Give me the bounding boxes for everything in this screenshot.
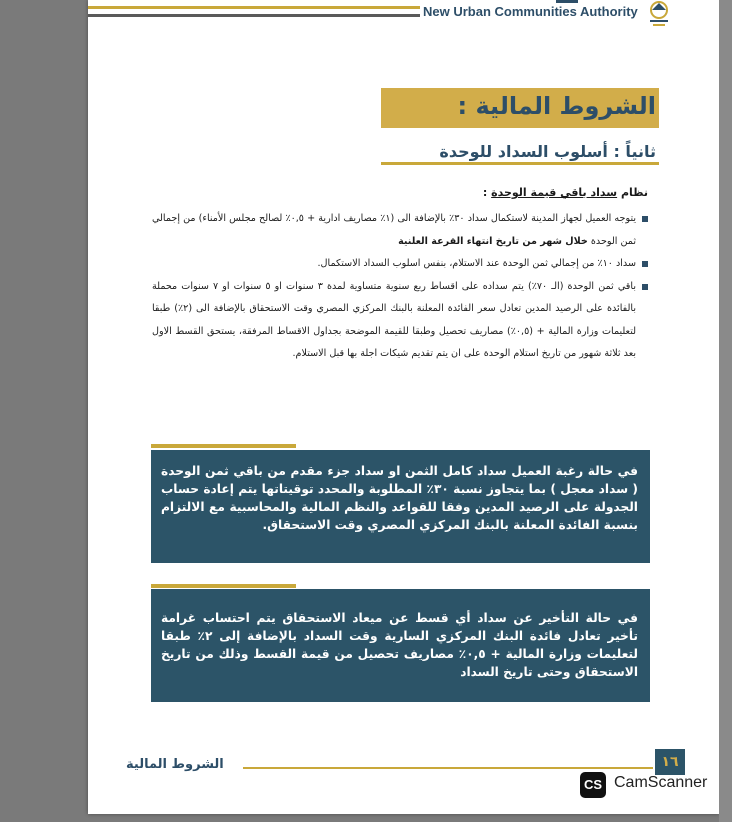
list-item-bold: خلال شهر من تاريخ انتهاء القرعة العلنية <box>398 235 588 247</box>
list-item <box>152 208 648 253</box>
list-item <box>152 253 648 276</box>
heading-prefix: نظام <box>620 186 648 199</box>
box-accent <box>151 584 296 588</box>
heading-suffix: : <box>482 186 488 199</box>
viewer-scroll-strip <box>719 0 732 822</box>
list-item-text: يتوجه العميل لجهاز المدينة لاستكمال سداد ٣٠٪ بالإضافة الى (١٪ مصاريف ادارية + ٠,٥٪ لصالح مجلس الأمناء) من إجمالي ثمن الوحدة <box>152 213 637 247</box>
section-subtitle: ثانياً : أسلوب السداد للوحدة <box>439 142 656 161</box>
footer-title: الشروط المالية <box>126 757 224 772</box>
camscanner-watermark: CamScanner <box>614 774 708 791</box>
note-text: في حالة رغبة العميل سداد كامل الثمن او سداد جزء مقدم من باقي ثمن الوحدة ( سداد معجل ) بما يتجاوز نسبة ٣٠٪ المطلوبة والمحدد توقيتاتها يتم إعادة حساب الجدولة على الرصيد المدين وفقا للقواعد والنظم المالية والمحاسبية مع الالتزام بنسبة الفائدة المعلنة بالبنك المركزي المصري وقت الاستحقاق. <box>161 464 639 532</box>
list-item <box>152 276 648 366</box>
page-number: ١٦ <box>655 749 685 775</box>
section-title: الشروط المالية : <box>457 92 656 120</box>
late-payment-note-box <box>151 589 650 702</box>
box-accent <box>151 444 296 448</box>
note-text: في حالة التأخير عن سداد أي قسط عن ميعاد الاستحقاق يتم احتساب غرامة تأخير تعادل فائدة البنك المركزي السارية وقت السداد بالإضافة إلى ٢٪ طبقا لتعليمات وزارة المالية + ٠,٥٪ مصاريف تحصيل من قيمة القسط وذلك من تاريخ الاستحقاق وحتى تاريخ السداد <box>161 611 638 679</box>
authority-emblem-icon <box>640 0 678 28</box>
payment-system-heading <box>483 186 648 199</box>
list-item-text: سداد ١٠٪ من إجمالي ثمن الوحدة عند الاستلام، بنفس اسلوب السداد الاستكمال. <box>317 258 636 269</box>
footer-rule <box>243 767 653 769</box>
header-gold-rule <box>88 6 420 9</box>
camscanner-logo-icon: CS <box>580 772 606 798</box>
heading-underlined: سداد باقي قيمة الوحدة <box>491 186 618 199</box>
payment-terms-list <box>152 208 648 366</box>
prepayment-note-box <box>151 450 650 563</box>
list-item-text: باقي ثمن الوحدة (الـ ٧٠٪) يتم سداده على اقساط ربع سنوية متساوية لمدة ٣ سنوات او ٥ سنوات او ٧ سنوات محملة بالفائدة على الرصيد المدين تعادل سعر الفائدة المعلنة بالبنك المركزي المصري وقت الاستحقاق بالإضافة الى (٢٪) طبقا لتعليمات وزارة المالية + (٠,٥٪) مصاريف تحصيل وطبقا للقيمة الموضحة بجداول الاقساط المرفقة، يستحق القسط الاول بعد ثلاثة شهور من تاريخ استلام الوحدة على ان يتم تقديم شيكات اجلة بها قبل الاستلام. <box>152 280 637 359</box>
header-dark-rule <box>88 14 420 17</box>
header-stub-rule <box>556 0 578 3</box>
org-name: New Urban Communities Authority <box>423 4 638 19</box>
subtitle-underline <box>381 162 659 165</box>
